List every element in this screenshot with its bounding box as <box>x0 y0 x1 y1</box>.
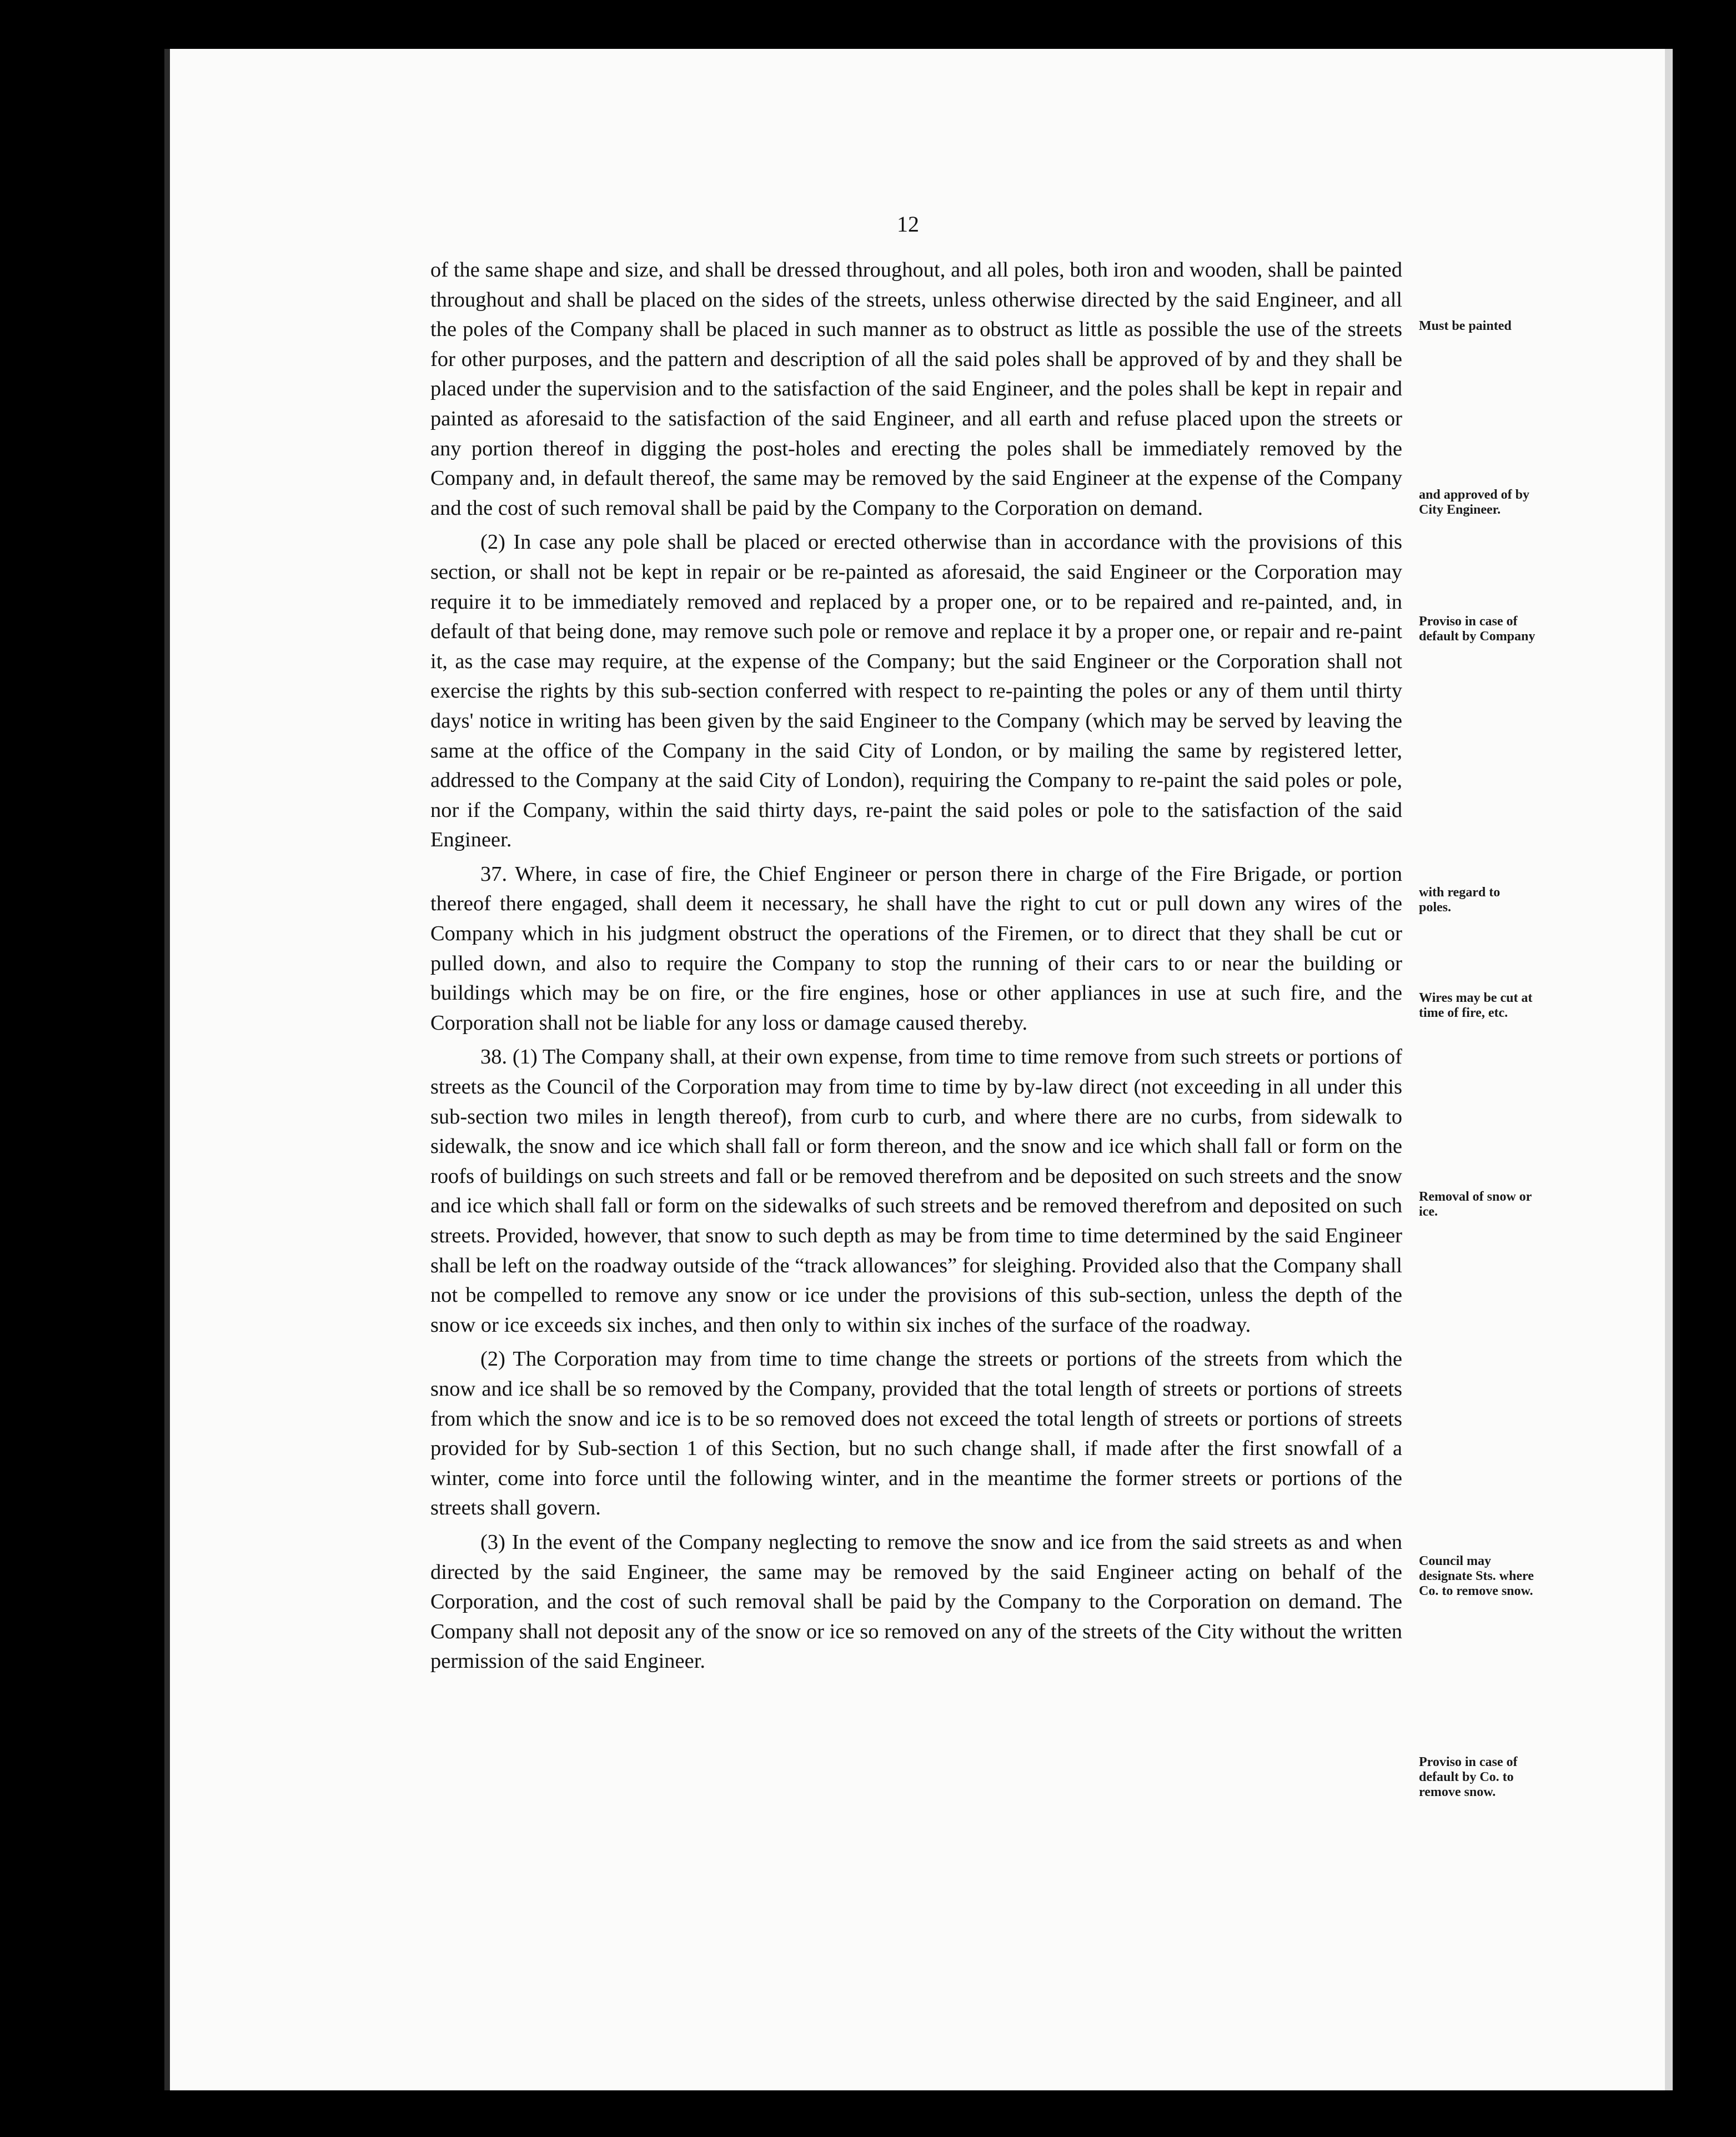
page-number: 12 <box>897 212 919 237</box>
margin-note-must-be-painted: Must be painted <box>1419 319 1512 333</box>
margin-note-proviso-snow: Proviso in case of default by Co. to remove snow. <box>1419 1755 1518 1799</box>
page-right-edge <box>1665 49 1673 2090</box>
page-binding-edge <box>164 49 170 2090</box>
paragraph-continuation: of the same shape and size, and shall be dressed throughout, and all poles, both iron and wooden, shall be painted throughout and shall be placed on the sides of the streets, unless otherwise directed by the said Engineer, and all the poles of the Company shall be placed in such manner as to obstruct as little as possible the use of the streets for other purposes, and the pattern and description of all the said poles shall be approved of by and they shall be placed under the supervision and to the satisfaction of the said Engineer, and the poles shall be kept in repair and painted as aforesaid to the satisfaction of the said Engineer, and all earth and refuse placed upon the streets or any portion thereof in digging the post-holes and erecting the poles shall be immediately removed by the Company and, in default thereof, the same may be removed by the said Engineer at the expense of the Company and the cost of such removal shall be paid by the Company to the Corporation on demand. <box>430 258 1402 520</box>
scan-left-border <box>0 0 164 2137</box>
margin-note-removal-snow: Removal of snow or ice. <box>1419 1190 1532 1219</box>
margin-note-regard-to-poles: with regard to poles. <box>1419 885 1501 915</box>
margin-note-wires-cut-fire: Wires may be cut at time of fire, etc. <box>1419 991 1533 1020</box>
margin-note-proviso-default: Proviso in case of default by Company <box>1419 614 1536 644</box>
paragraph-38-2: (2) The Corporation may from time to time change the streets or portions of the streets from which the snow and ice shall be so removed by the Company, provided that the total length of streets or portions of streets from which the snow and ice is to be so removed does not exceed the total length of streets or portions of streets provided for by Sub-section 1 of this Section, but no such change shall, if made after the first snowfall of a winter, come into force until the following winter, and in the meantime the former streets or portions of the streets shall govern. <box>430 1347 1402 1520</box>
margin-note-approved-by-engineer: and approved of by City Engineer. <box>1419 488 1529 517</box>
paragraph-36-2: (2) In case any pole shall be placed or erected otherwise than in accordance with the provisions of this section, or shall not be kept in repair or be re-painted as aforesaid, the said Engineer or the Corporation may require it to be immediately removed and replaced by a proper one, or to be repaired and re-painted, and, in default of that being done, may remove such pole or remove and replace it by a proper one, or repair and re-paint it, as the case may require, at the expense of the Company; but the said Engineer or the Corporation shall not exercise the rights by this sub-section conferred with respect to re-painting the poles or any of them until thirty days' notice in writing has been given by the said Engineer to the Company (which may be served by leaving the same at the office of the Company in the said City of London, or by mailing the same by registered letter, addressed to the Company at the said City of London), requiring the Company to re-paint the said poles or pole, nor if the Company, within the said thirty days, re-paint the said poles or pole to the satisfaction of the said Engineer. <box>430 530 1402 852</box>
body-text <box>430 255 1402 1681</box>
paragraph-38-3: (3) In the event of the Company neglecting to remove the snow and ice from the said streets as and when directed by the said Engineer, the same may be removed by the said Engineer acting on behalf of the Corporation, and the cost of such removal shall be paid by the Company to the Corporation on demand. The Company shall not deposit any of the snow or ice so removed on any of the streets of the City without the written permission of the said Engineer. <box>430 1530 1402 1673</box>
margin-note-council-designate: Council may designate Sts. where Co. to remove snow. <box>1419 1554 1534 1598</box>
paragraph-37: 37. Where, in case of fire, the Chief Engineer or person there in charge of the Fire Brigade, or portion thereof there engaged, shall deem it necessary, he shall have the right to cut or pull down any wires of the Company which in his judgment obstruct the operations of the Firemen, or to direct that they shall be cut or pulled down, and also to require the Company to stop the running of their cars to or near the building or buildings which may be on fire, or the fire engines, hose or other appliances in use at such fire, and the Corporation shall not be liable for any loss or damage caused thereby. <box>430 862 1402 1035</box>
paragraph-38-1: 38. (1) The Company shall, at their own expense, from time to time remove from such streets or portions of streets as the Council of the Corporation may from time to time by by-law direct (not exceeding in all under this sub-section two miles in length thereof), from curb to curb, and where there are no curbs, from sidewalk to sidewalk, the snow and ice which shall fall or form thereon, and the snow and ice which shall fall or form on the roofs of buildings on such streets and fall or be removed therefrom and be deposited on such streets and the snow and ice which shall fall or form on the sidewalks of such streets and be removed therefrom and deposited on such streets. Provided, however, that snow to such depth as may be from time to time determined by the said Engineer shall be left on the roadway outside of the “track allowances” for sleighing. Provided also that the Company shall not be compelled to remove any snow or ice under the provisions of this sub-section, unless the depth of the snow or ice exceeds six inches, and then only to within six inches of the surface of the roadway. <box>430 1045 1402 1337</box>
